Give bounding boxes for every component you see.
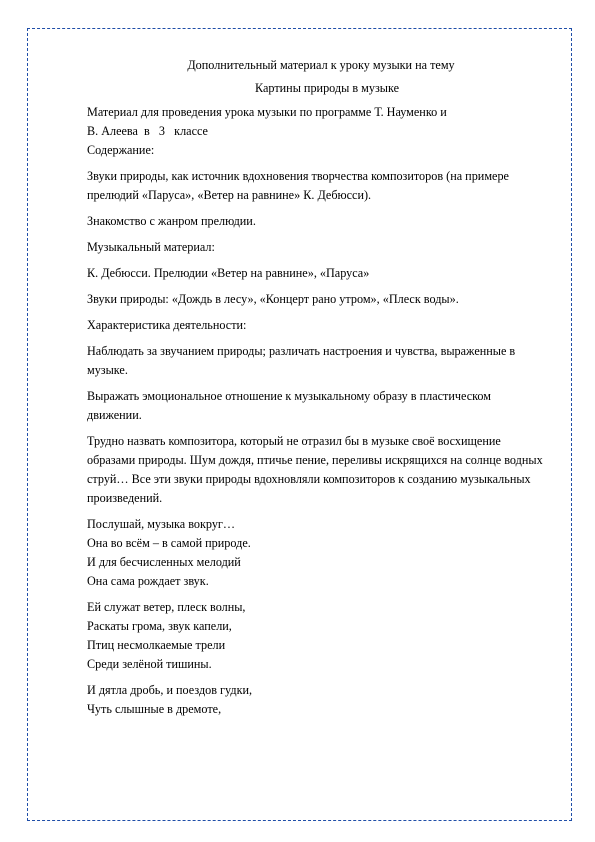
poem-line: Она сама рождает звук.	[87, 574, 209, 588]
paragraph: Звуки природы, как источник вдохновения творчества композиторов (на примере прелюдий «Паруса», «Ветер на равнине» К. Дебюсси).	[87, 169, 509, 202]
document-title: Дополнительный материал к уроку музыки на тему	[187, 58, 455, 72]
poem-line: Среди зелёной тишины.	[87, 657, 212, 671]
paragraph: Характеристика деятельности:	[87, 318, 247, 332]
paragraph: К. Дебюсси. Прелюдии «Ветер на равнине», «Паруса»	[87, 266, 370, 280]
intro-heading: Содержание:	[87, 143, 155, 157]
poem-line: Чуть слышные в дремоте,	[87, 702, 222, 716]
poem-line: Она во всём – в самой природе.	[87, 536, 251, 550]
poem-stanza	[87, 681, 547, 719]
poem-stanza	[87, 598, 547, 674]
paragraph: Музыкальный материал:	[87, 240, 215, 254]
intro-block	[87, 103, 547, 160]
poem-line: Раскаты грома, звук капели,	[87, 619, 232, 633]
poem-line: Ей служат ветер, плеск волны,	[87, 600, 246, 614]
paragraph: Наблюдать за звучанием природы; различать настроения и чувства, выраженные в музыке.	[87, 344, 516, 377]
poem-line: И для бесчисленных мелодий	[87, 555, 241, 569]
poem-line: Послушай, музыка вокруг…	[87, 517, 236, 531]
document-body	[87, 56, 547, 726]
paragraph: Звуки природы: «Дождь в лесу», «Концерт рано утром», «Плеск воды».	[87, 292, 459, 306]
poem-stanza	[87, 515, 547, 591]
poem-line: Птиц несмолкаемые трели	[87, 638, 226, 652]
paragraph: Трудно назвать композитора, который не отразил бы в музыке своё восхищение образами природы. Шум дождя, птичье пение, переливы искрящихся на солнце водных струй… Все эти звуки природы вдохновляли композиторов к созданию музыкальных произведений.	[87, 434, 543, 505]
poem-line: И дятла дробь, и поездов гудки,	[87, 683, 253, 697]
intro-line: Материал для проведения урока музыки по программе Т. Науменко и	[87, 105, 447, 119]
intro-line: В. Алеева в 3 классе	[87, 124, 208, 138]
document-subtitle: Картины природы в музыке	[255, 81, 399, 95]
paragraph: Знакомство с жанром прелюдии.	[87, 214, 256, 228]
paragraph: Выражать эмоциональное отношение к музыкальному образу в пластическом движении.	[87, 389, 492, 422]
